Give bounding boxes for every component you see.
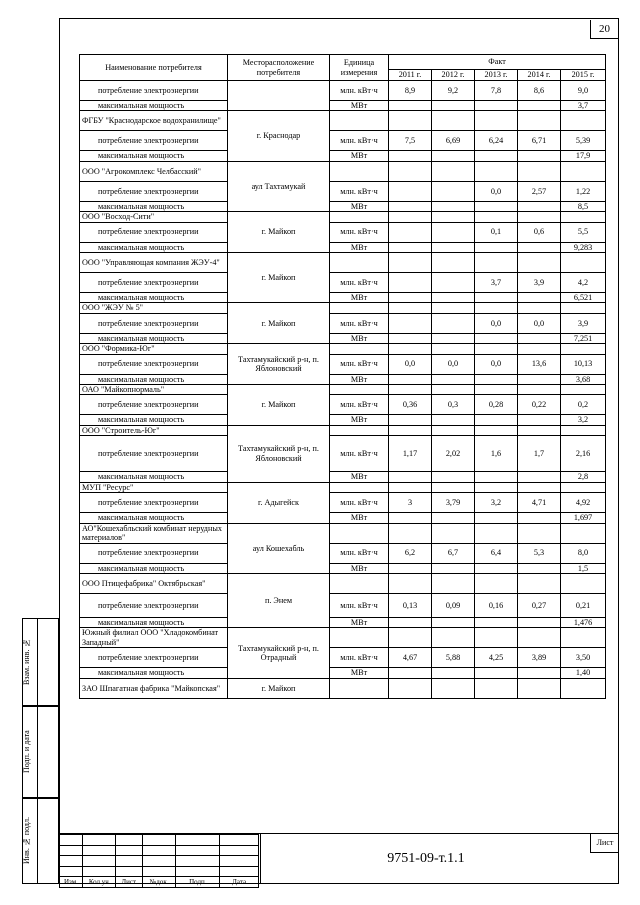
consumer-location: г. Майкоп [228,678,330,698]
side-label-sign: Подп. и дата [22,730,31,774]
consumer-location: аул Кошехабль [228,523,330,573]
max-power-label: максимальная мощность [80,513,228,523]
energy-value: 8,6 [518,81,561,101]
max-power-label: максимальная мощность [80,617,228,627]
unit-energy: млн. кВт·ч [330,493,389,513]
consumption-label: потребление электроэнергии [80,222,228,242]
consumption-label: потребление электроэнергии [80,354,228,374]
header-fact: Факт [389,55,606,70]
energy-value: 2,02 [432,436,475,472]
table-row [80,425,606,435]
consumer-name: ООО "Формика-Юг" [80,344,228,354]
unit-power: МВт [330,242,389,252]
energy-value: 6,24 [475,131,518,151]
consumer-name: ООО "Строитель-Юг" [80,425,228,435]
max-power-label: максимальная мощность [80,563,228,573]
table-row [80,678,606,698]
tb-col-count: Кол.уч [82,877,115,888]
max-power-label: максимальная мощность [80,333,228,343]
energy-value: 0,09 [432,593,475,617]
energy-value [389,222,432,242]
consumer-name: ООО "Восход-Сити" [80,212,228,222]
unit-power: МВт [330,563,389,573]
consumption-label: потребление электроэнергии [80,593,228,617]
unit-energy: млн. кВт·ч [330,593,389,617]
power-value: 3,2 [561,415,606,425]
unit-power: МВт [330,415,389,425]
table-row [80,668,606,678]
table-row [80,513,606,523]
energy-value: 6,71 [518,131,561,151]
max-power-label: максимальная мощность [80,472,228,482]
energy-value: 4,25 [475,648,518,668]
consumer-location: Тахтамукайский р-н, п. Яблоновский [228,425,330,482]
table-row [80,151,606,161]
unit-power: МВт [330,293,389,303]
unit-energy: млн. кВт·ч [330,648,389,668]
energy-value: 3,79 [432,493,475,513]
title-block-grid [59,834,259,888]
energy-value: 3,9 [518,273,561,293]
max-power-label: максимальная мощность [80,101,228,111]
unit-power: МВт [330,472,389,482]
page-number: 20 [590,20,618,39]
energy-value: 6,69 [432,131,475,151]
max-power-label: максимальная мощность [80,201,228,211]
max-power-label: максимальная мощность [80,151,228,161]
consumption-label: потребление электроэнергии [80,543,228,563]
consumer-name: ООО Птицефабрика" Октябрьская" [80,573,228,593]
energy-value: 4,92 [561,493,606,513]
header-year: 2015 г. [561,70,606,81]
consumption-label: потребление электроэнергии [80,313,228,333]
consumption-label: потребление электроэнергии [80,648,228,668]
unit-energy: млн. кВт·ч [330,543,389,563]
table-row [80,212,606,222]
power-value: 8,5 [561,201,606,211]
tb-col-change: Изм. [60,877,83,888]
table-row [80,313,606,333]
table-row [80,573,606,593]
unit-energy: млн. кВт·ч [330,181,389,201]
energy-value [432,273,475,293]
header-year: 2014 г. [518,70,561,81]
consumer-name: МУП "Ресурс" [80,482,228,492]
table-row [80,628,606,648]
table-row [80,201,606,211]
energy-value: 0,21 [561,593,606,617]
energy-value: 6,4 [475,543,518,563]
energy-value: 4,67 [389,648,432,668]
energy-value: 3,2 [475,493,518,513]
unit-energy: млн. кВт·ч [330,222,389,242]
energy-value: 3,50 [561,648,606,668]
consumer-location: г. Майкоп [228,212,330,253]
consumer-name: АО"Кошехабльский комбинат нерудных материалов" [80,523,228,543]
table-row [80,385,606,395]
document-code: 9751-09-т.1.1 [260,833,591,884]
energy-value: 9,2 [432,81,475,101]
header-name: Наименование потребителя [80,55,228,81]
table-row [80,617,606,627]
consumption-label: потребление электроэнергии [80,81,228,101]
unit-power: МВт [330,374,389,384]
consumer-location: аул Тахтамукай [228,161,330,211]
table-row [80,111,606,131]
energy-value: 1,22 [561,181,606,201]
energy-value: 0,0 [475,354,518,374]
energy-value: 0,0 [432,354,475,374]
consumer-name: Южный филиал ООО "Хладокомбинат Западный" [80,628,228,648]
energy-value: 13,6 [518,354,561,374]
table-row [80,242,606,252]
energy-value: 0,1 [475,222,518,242]
consumer-location: Тахтамукайский р-н, п. Отрадный [228,628,330,678]
table-row [80,273,606,293]
energy-value [389,273,432,293]
table-row [80,543,606,563]
power-value: 3,68 [561,374,606,384]
consumer-name: ФГБУ "Краснодарское водохранилище" [80,111,228,131]
energy-value: 0,0 [389,354,432,374]
unit-power: МВт [330,668,389,678]
unit-energy: млн. кВт·ч [330,273,389,293]
header-unit: Единица измерения [330,55,389,81]
table-row [80,344,606,354]
unit-power: МВт [330,201,389,211]
table-row [80,161,606,181]
side-label-inv: Инв. № подл. [22,817,31,865]
table-row [80,523,606,543]
power-value: 1,697 [561,513,606,523]
max-power-label: максимальная мощность [80,242,228,252]
energy-value: 0,0 [518,313,561,333]
energy-value: 0,22 [518,395,561,415]
energy-value: 5,39 [561,131,606,151]
energy-value: 3,7 [475,273,518,293]
table-row [80,333,606,343]
energy-value: 0,13 [389,593,432,617]
energy-value [432,222,475,242]
consumer-location: г. Майкоп [228,385,330,426]
header-year: 2011 г. [389,70,432,81]
consumption-label: потребление электроэнергии [80,181,228,201]
table-row [80,303,606,313]
energy-value: 0,3 [432,395,475,415]
header-year: 2013 г. [475,70,518,81]
power-value: 7,251 [561,333,606,343]
energy-value: 0,16 [475,593,518,617]
consumer-name: ООО "Управляющая компания ЖЭУ-4" [80,253,228,273]
energy-value: 8,0 [561,543,606,563]
table-row [80,181,606,201]
consumption-label: потребление электроэнергии [80,395,228,415]
table-row [80,293,606,303]
table-row [80,101,606,111]
energy-value: 0,0 [475,181,518,201]
energy-value: 0,36 [389,395,432,415]
energy-value: 7,8 [475,81,518,101]
unit-power: МВт [330,101,389,111]
max-power-label: максимальная мощность [80,415,228,425]
unit-power: МВт [330,151,389,161]
table-row [80,593,606,617]
consumer-location: Тахтамукайский р-н, п. Яблоновский [228,344,330,385]
energy-value: 4,71 [518,493,561,513]
tb-col-sign: Подп. [176,877,220,888]
energy-value: 0,6 [518,222,561,242]
table-row [80,395,606,415]
consumer-name: ООО "Агрокомплекс Челбасский" [80,161,228,181]
power-value: 2,8 [561,472,606,482]
side-label-replace: Взам. инв. № [22,638,31,686]
consumer-location: г. Майкоп [228,303,330,344]
energy-value: 3 [389,493,432,513]
unit-power: МВт [330,617,389,627]
consumer-name: ОАО "Майкопнормаль" [80,385,228,395]
energy-value: 10,13 [561,354,606,374]
energy-value [432,181,475,201]
table-row [80,354,606,374]
table-row [80,374,606,384]
table-row [80,131,606,151]
energy-value: 1,6 [475,436,518,472]
power-value: 1,5 [561,563,606,573]
consumer-location: г. Адыгейск [228,482,330,523]
energy-value [389,181,432,201]
power-value: 17,9 [561,151,606,161]
power-value: 9,283 [561,242,606,252]
consumer-name: ООО "ЖЭУ № 5" [80,303,228,313]
power-value: 6,521 [561,293,606,303]
consumer-location: п. Энем [228,573,330,627]
header-year: 2012 г. [432,70,475,81]
unit-power: МВт [330,513,389,523]
energy-value: 1,17 [389,436,432,472]
table-row [80,563,606,573]
unit-energy: млн. кВт·ч [330,436,389,472]
power-value: 1,476 [561,617,606,627]
energy-value: 7,5 [389,131,432,151]
tb-col-date: Дата [220,877,259,888]
table-row [80,415,606,425]
unit-power: МВт [330,333,389,343]
table-row [80,482,606,492]
energy-value: 1,7 [518,436,561,472]
max-power-label: максимальная мощность [80,668,228,678]
unit-energy: млн. кВт·ч [330,395,389,415]
table-row [80,253,606,273]
energy-value: 2,16 [561,436,606,472]
energy-value: 6,7 [432,543,475,563]
consumer-location: г. Краснодар [228,111,330,161]
consumption-label: потребление электроэнергии [80,273,228,293]
energy-value: 0,0 [475,313,518,333]
sheet-label: Лист [590,833,619,853]
unit-energy: млн. кВт·ч [330,354,389,374]
table-row [80,493,606,513]
max-power-label: максимальная мощность [80,374,228,384]
energy-value: 5,3 [518,543,561,563]
tb-col-doc: №док. [142,877,176,888]
energy-value: 9,0 [561,81,606,101]
table-row [80,472,606,482]
table-row [80,81,606,101]
energy-value: 5,88 [432,648,475,668]
tb-col-sheet: Лист [115,877,142,888]
energy-value: 8,9 [389,81,432,101]
consumption-label: потребление электроэнергии [80,436,228,472]
table-row [80,436,606,472]
unit-energy: млн. кВт·ч [330,313,389,333]
energy-value [432,313,475,333]
consumer-location [228,81,330,111]
table-row [80,222,606,242]
energy-value: 4,2 [561,273,606,293]
consumer-name: ЗАО Шпагатная фабрика "Майкопская" [80,678,228,698]
energy-value: 3,9 [561,313,606,333]
energy-value [389,313,432,333]
unit-energy: млн. кВт·ч [330,81,389,101]
energy-value: 3,89 [518,648,561,668]
energy-value: 0,28 [475,395,518,415]
header-location: Месторасположение потребителя [228,55,330,81]
energy-value: 0,27 [518,593,561,617]
power-value: 3,7 [561,101,606,111]
energy-value: 2,57 [518,181,561,201]
consumption-label: потребление электроэнергии [80,493,228,513]
table-row [80,648,606,668]
consumers-table [79,54,606,699]
consumer-location: г. Майкоп [228,253,330,303]
max-power-label: максимальная мощность [80,293,228,303]
power-value: 1,40 [561,668,606,678]
energy-value: 0,2 [561,395,606,415]
energy-value: 6,2 [389,543,432,563]
energy-value: 5,5 [561,222,606,242]
consumption-label: потребление электроэнергии [80,131,228,151]
unit-energy: млн. кВт·ч [330,131,389,151]
